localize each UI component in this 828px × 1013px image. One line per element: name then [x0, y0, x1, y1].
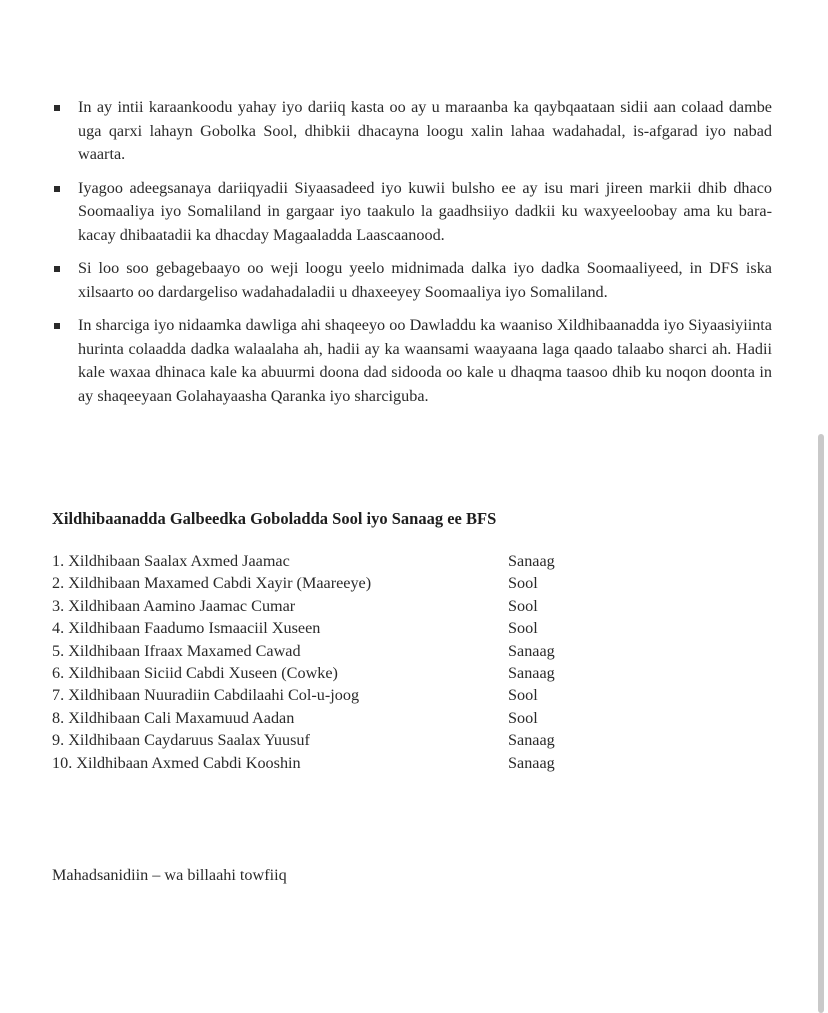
member-name: 9. Xildhibaan Caydaruus Saalax Yuusuf	[52, 731, 310, 750]
member-region: Sool	[508, 708, 538, 727]
bullet-item	[52, 314, 772, 408]
member-name: 2. Xildhibaan Maxamed Cabdi Xayir (Maareeye)	[52, 574, 372, 593]
section-title: Xildhibaanadda Galbeedka Goboladda Sool iyo Sanaag ee BFS	[52, 509, 497, 528]
member-name: 5. Xildhibaan Ifraax Maxamed Cawad	[52, 641, 301, 660]
member-region: Sanaag	[508, 753, 555, 772]
bullet-item	[52, 177, 772, 248]
member-name: 8. Xildhibaan Cali Maxamuud Aadan	[52, 708, 295, 727]
member-list	[52, 550, 612, 774]
bullet-marker-icon	[54, 186, 60, 192]
member-row	[52, 662, 612, 684]
member-row	[52, 550, 612, 572]
member-row	[52, 572, 612, 594]
scrollbar[interactable]	[814, 0, 828, 1013]
bullet-text: In sharciga iyo nidaamka dawliga ahi shaqeeyo oo Dawladdu ka waaniso Xildhibaanadda iyo Siyaasiyiinta hurinta colaadda dadka walaalaha ah, hadii ay ka waansami waayaana laga qaado talaabo sharci ah. Hadii kale waxaa dhinaca kale ka abuurmi doona dad sidooda oo kale u dhaqma taasoo dhib ku noqon doonta in ay shaqeeyaan Golahayaasha Qaranka iyo sharciguba.	[78, 316, 772, 405]
member-region: Sanaag	[508, 552, 555, 570]
member-row	[52, 684, 612, 706]
member-name: 7. Xildhibaan Nuuradiin Cabdilaahi Col-u-joog	[52, 686, 360, 705]
bullet-item	[52, 257, 772, 304]
member-region: Sool	[508, 686, 538, 705]
member-row	[52, 617, 612, 639]
bullet-item	[52, 96, 772, 167]
member-name: 6. Xildhibaan Siciid Cabdi Xuseen (Cowke)	[52, 663, 338, 682]
closing-line: Mahadsanidiin – wa billaahi towfiiq	[52, 866, 287, 884]
member-region: Sool	[508, 619, 538, 638]
member-name: 1. Xildhibaan Saalax Axmed Jaamac	[52, 552, 290, 570]
member-region: Sool	[508, 596, 538, 615]
member-name: 4. Xildhibaan Faadumo Ismaaciil Xuseen	[52, 619, 321, 638]
member-row	[52, 729, 612, 751]
member-row	[52, 640, 612, 662]
scrollbar-thumb[interactable]	[818, 434, 824, 1013]
member-row	[52, 595, 612, 617]
bullet-list	[52, 96, 772, 418]
member-region: Sool	[508, 574, 538, 593]
bullet-text: Iyagoo adeegsanaya dariiqyadii Siyaasadeed iyo kuwii bulsho ee ay isu mari jireen markii dhib dhaco Soomaaliya iyo Somaliland in gargaar iyo taakulo la gaadhsiiyo dadkii ku waxyeeloobay ama ku bara-kacay dhibaatadii ka dhacday Magaaladda Laascaanood.	[78, 178, 772, 244]
bullet-marker-icon	[54, 323, 60, 329]
member-row	[52, 752, 612, 774]
member-region: Sanaag	[508, 641, 555, 660]
member-region: Sanaag	[508, 663, 555, 682]
member-name: 3. Xildhibaan Aamino Jaamac Cumar	[52, 596, 296, 615]
member-name: 10. Xildhibaan Axmed Cabdi Kooshin	[52, 753, 301, 772]
bullet-marker-icon	[54, 105, 60, 111]
bullet-text: In ay intii karaankoodu yahay iyo dariiq kasta oo ay u maraanba ka qaybqaataan sidii aan colaad dambe uga qarxi lahayn Gobolka Sool, dhibkii dhacayna loogu xalin lahaa wadahadal, is-afgarad iyo nabad waarta.	[78, 98, 772, 163]
bullet-marker-icon	[54, 266, 60, 272]
member-row	[52, 707, 612, 729]
member-region: Sanaag	[508, 731, 555, 750]
bullet-text: Si loo soo gebagebaayo oo weji loogu yeelo midnimada dalka iyo dadka Soomaaliyeed, in DFS iska xilsaarto oo dardargeliso wadahadaladii u dhaxeeyey Soomaaliya iyo Somaliland.	[78, 259, 772, 301]
